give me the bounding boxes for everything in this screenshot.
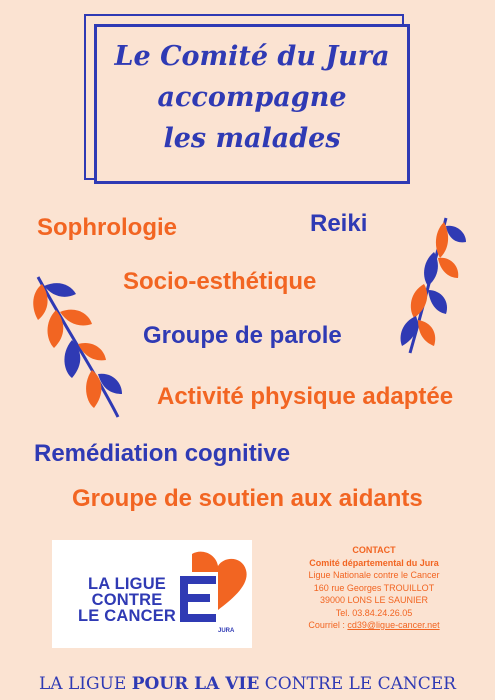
service-reiki: Reiki xyxy=(310,210,368,237)
contact-email-row xyxy=(290,619,458,632)
leaf-branch-icon xyxy=(388,208,468,358)
page-title xyxy=(94,36,410,159)
contact-block xyxy=(290,544,458,632)
logo-line-3: LE CANCER xyxy=(78,607,177,625)
logo-wordmark xyxy=(78,576,176,624)
contact-line-2: 160 rue Georges TROUILLOT xyxy=(313,582,435,593)
service-sophrologie: Sophrologie xyxy=(37,214,177,241)
logo-sub: JURA xyxy=(218,628,235,634)
title-line-2: accompagne xyxy=(157,82,347,113)
leaf-branch-icon xyxy=(28,262,128,422)
service-groupe-de-soutien: Groupe de soutien aux aidants xyxy=(72,485,423,512)
contact-line-3: 39000 LONS LE SAUNIER xyxy=(319,595,429,605)
contact-phone: Tel. 03.84.24.26.05 xyxy=(335,607,413,618)
contact-email-label: Courriel : xyxy=(308,620,345,630)
title-line-1: Le Comité du Jura xyxy=(114,41,390,72)
title-frame xyxy=(84,14,410,184)
service-activite-physique: Activité physique adaptée xyxy=(157,383,454,410)
logo-line-2: CONTRE xyxy=(91,591,163,609)
footer-part-2: POUR LA VIE xyxy=(131,674,260,694)
contact-heading: CONTACT xyxy=(352,545,396,555)
contact-org: Comité départemental du Jura xyxy=(309,557,439,568)
service-socio-esthetique: Socio-esthétique xyxy=(123,268,317,295)
service-remediation-cognitive: Remédiation cognitive xyxy=(34,440,291,467)
service-groupe-de-parole: Groupe de parole xyxy=(143,322,342,349)
ligue-logo xyxy=(52,540,252,648)
footer-part-3: CONTRE LE CANCER xyxy=(264,674,456,694)
footer-part-1: LA LIGUE xyxy=(39,674,127,694)
contact-email-link[interactable]: cd39@ligue-cancer.net xyxy=(347,620,440,630)
contact-line-1: Ligue Nationale contre le Cancer xyxy=(308,570,440,580)
ligue-heart-logo-icon xyxy=(172,550,250,630)
title-line-3: les malades xyxy=(163,123,341,154)
footer-tagline xyxy=(0,674,495,694)
logo-line-1: LA LIGUE xyxy=(88,575,167,593)
